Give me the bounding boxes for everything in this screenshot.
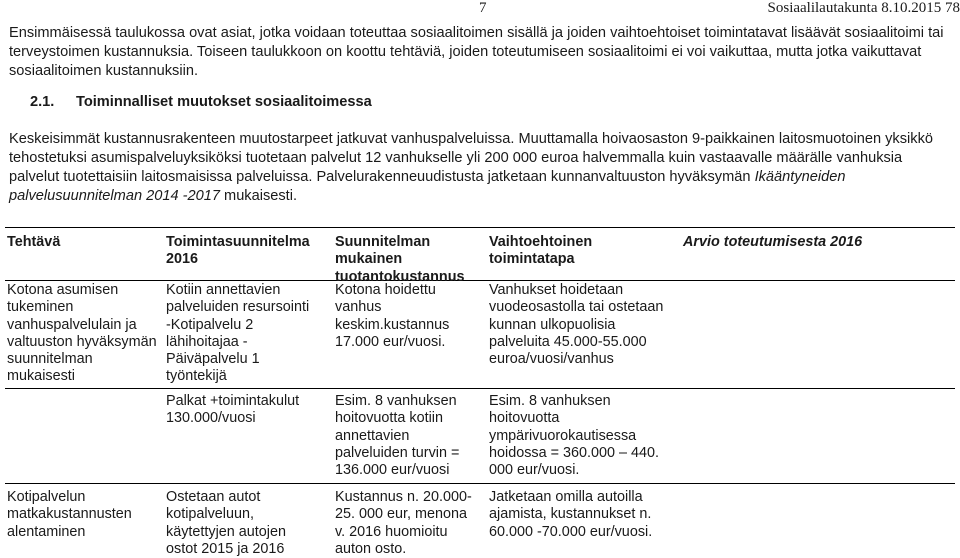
table-cell: Kotipalvelun matkakustannusten alentaminen — [7, 489, 132, 540]
table-cell: Kustannus n. 20.000-25. 000 eur, menona v. 2016 huomioitu auton osto. — [335, 489, 472, 557]
intro-paragraph: Ensimmäisessä taulukossa ovat asiat, jotka voidaan toteuttaa sosiaalitoimen sisällä ja joiden vaihtoehtoiset toimintatavat lisäävät sosiaalitoimi tai terveystoimen kustannuksia. Toiseen taulukkoon on koottu tehtäviä, joiden toteutumiseen sosiaalitoimi ei voi vaikuttaa, mutta jotka vaikuttavat sosiaalitoimen kustannuksiin. — [9, 25, 944, 79]
table-header-divider — [5, 280, 955, 281]
table-cell: Kotona asumisen tukeminen vanhuspalvelulain ja valtuuston hyväksymän suunnitelman mukaisesti — [7, 282, 157, 385]
table-header-cell: Tehtävä — [7, 234, 61, 250]
body-sentence-1: Keskeisimmät kustannusrakenteen muutostarpeet jatkuvat vanhuspalveluissa. — [9, 131, 515, 147]
table-header-cell: Suunnitelman mukainen tuotantokustannus — [335, 234, 465, 285]
table-header-cell: Arvio toteutumisesta 2016 — [683, 234, 863, 250]
table-header-cell: Vaihtoehtoinen toimintatapa — [489, 234, 593, 268]
table-cell: Ostetaan autot kotipalveluun, käytettyjen autojen ostot 2015 ja 2016 — [166, 489, 287, 557]
plan-title: Ikääntyneiden palvelusuunnitelman 2014 -2017 — [9, 169, 846, 204]
section-heading — [30, 92, 372, 112]
body-sentence-2: Muuttamalla hoivaosaston 9-paikkainen laitosmuotoinen yksikkö tehostetuksi asumispalveluyksiköksi tuotetaan palvelut 12 vanhukselle yli 200 000 euroa halvemmalla kuin vastaavalle määrälle vanhuksia palvelut tuotettaisiin laitosmaisissa palveluissa. — [9, 131, 933, 185]
body-sentence-end: mukaisesti. — [224, 188, 298, 204]
page-number: 7 — [479, 0, 487, 16]
section-number: 2.1. — [30, 94, 55, 110]
document-reference: Sosiaalilautakunta 8.10.2015 78 — [767, 0, 960, 16]
table-cell: Kotona hoidettu vanhus keskim.kustannus 17.000 eur/vuosi. — [335, 282, 450, 350]
table-cell: Palkat +toimintakulut 130.000/vuosi — [166, 393, 300, 427]
table-row-divider — [5, 483, 955, 484]
table-cell: Kotiin annettavien palveluiden resursointi -Kotipalvelu 2 lähihoitajaa -Päiväpalvelu 1 työntekijä — [166, 282, 310, 385]
table-row-divider — [5, 388, 955, 389]
table-cell: Jatketaan omilla autoilla ajamista, kustannukset n. 60.000 -70.000 eur/vuosi. — [489, 489, 653, 540]
body-sentence-3: Palvelurakenneuudistusta jatketaan kunnanvaltuuston hyväksymän — [316, 169, 751, 185]
table-cell: Esim. 8 vanhuksen hoitovuotta kotiin annettavien palveluiden turvin = 136.000 eur/vuosi — [335, 393, 460, 479]
table-top-border — [5, 227, 955, 228]
body-paragraph — [9, 130, 954, 206]
table-header-cell: Toimintasuunnitelma 2016 — [166, 234, 310, 268]
table-cell: Vanhukset hoidetaan vuodeosastolla tai ostetaan kunnan ulkopuolisia palveluita 45.000-55.000 euroa/vuosi/vanhus — [489, 282, 664, 368]
section-title: Toiminnalliset muutokset sosiaalitoimessa — [76, 94, 372, 110]
table-cell: Esim. 8 vanhuksen hoitovuotta ympärivuorokautisessa hoidossa = 360.000 – 440. 000 eur/vuosi. — [489, 393, 660, 479]
